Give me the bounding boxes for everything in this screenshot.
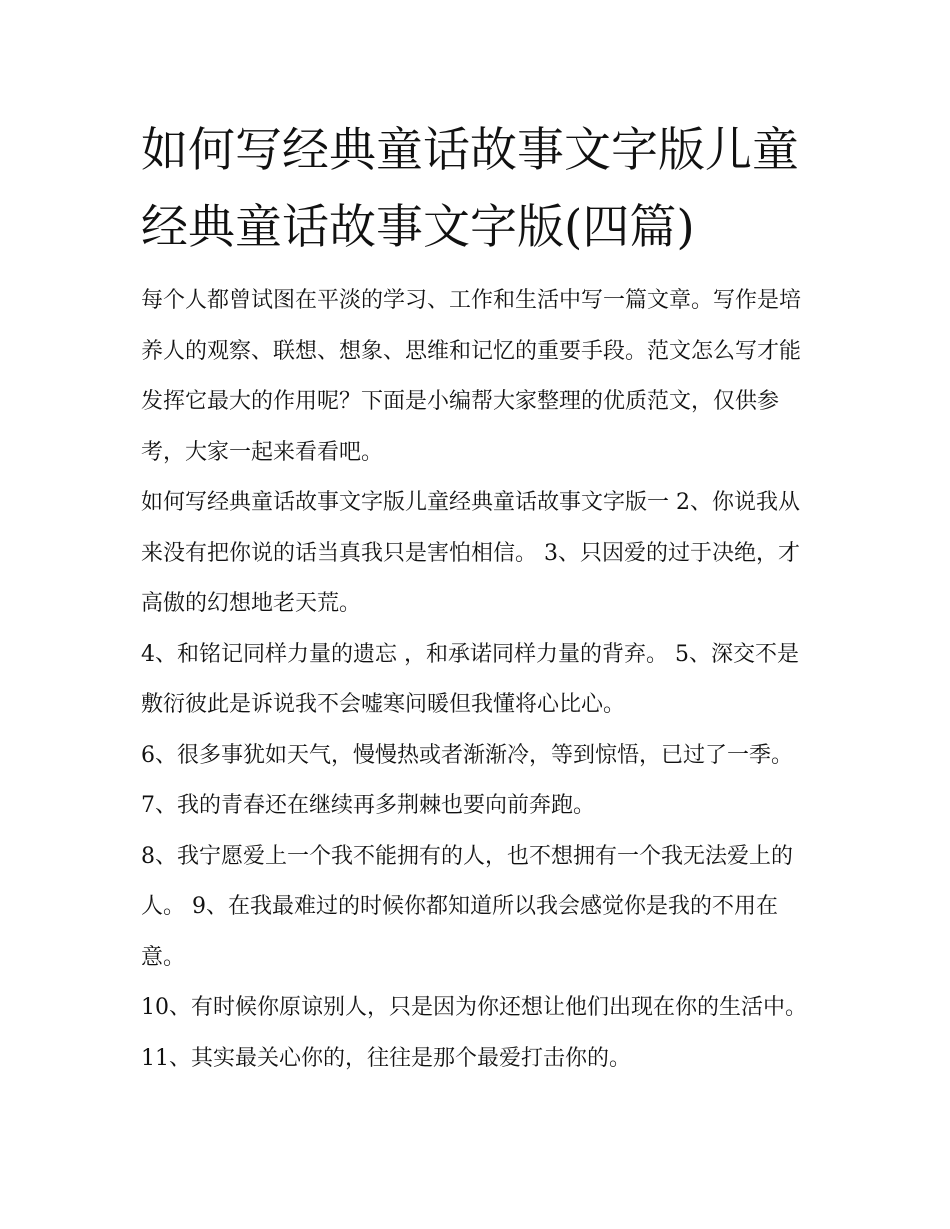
body-paragraph: 6、很多事犹如天气，慢慢热或者渐渐冷，等到惊悟，已过了一季。 7、我的青春还在继续再多荆棘也要向前奔跑。 xyxy=(141,742,793,818)
body-paragraph: 4、和铭记同样力量的遗忘 ，和承诺同样力量的背弃。 5、深交不是敷衍彼此是诉说我不会嘘寒问暖但我懂将心比心。 xyxy=(141,641,799,717)
document-title: 如何写经典童话故事文字版儿童经典童话故事文字版(四篇) xyxy=(141,123,799,255)
intro-paragraph: 每个人都曾试图在平淡的学习、工作和生活中写一篇文章。写作是培养人的观察、联想、想象、思维和记忆的重要手段。范文怎么写才能发挥它最大的作用呢？下面是小编帮大家整理的优质范文，仅供参考，大家一起来看看吧。 xyxy=(141,288,802,465)
body-paragraph: 如何写经典童话故事文字版儿童经典童话故事文字版一 2、你说我从来没有把你说的话当真我只是害怕相信。 3、只因爱的过于决绝，才高傲的幻想地老天荒。 xyxy=(141,490,800,616)
body-paragraph: 8、我宁愿爱上一个我不能拥有的人，也不想拥有一个我无法爱上的人。 9、在我最难过的时候你都知道所以我会感觉你是我的不用在意。 xyxy=(141,843,793,970)
document-body xyxy=(141,276,811,1084)
body-paragraph: 10、有时候你原谅别人，只是因为你还想让他们出现在你的生活中。 11、其实最关心你的，往往是那个最爱打击你的。 xyxy=(141,995,807,1071)
